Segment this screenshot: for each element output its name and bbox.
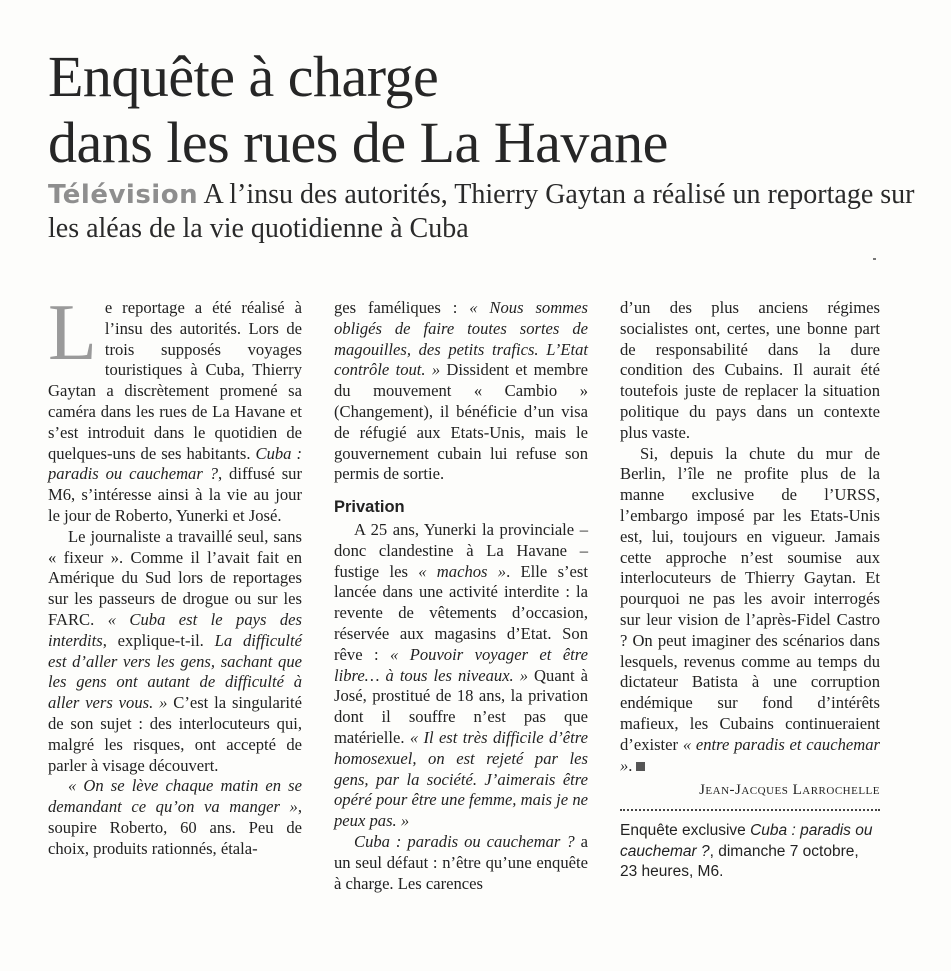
text-run: Si, depuis la chute du mur de Berlin, l’île ne profite plus de la manne exclusive de l’URSS, l’embargo imposé par les Etats-Unis est, lui, toujours en vigueur. Jamais cette approche n’est soumise aux interlocuteurs de Thierry Gaytan. Et pourquoi ne pas les avoir interrogés sur leur vision de l’après-Fidel Castro ? On peut imaginer des scénarios dans lesquels, revenus comme au temps du dictateur Batista à une corruption endémique sur fond d’intérêts mafieux, les Cubains continueraient d’exister [620, 443, 880, 754]
headline-line-2: dans les rues de La Havane [48, 110, 668, 175]
program-info [620, 821, 880, 883]
program-title: Cuba : paradis ou cauchemar ? [48, 443, 302, 484]
text-run: , explique-t-il. [102, 630, 215, 650]
quote: « Nous sommes obligés de faire toutes sortes de magouilles, des petits trafics. L’Etat contrôle tout. » [334, 298, 588, 380]
column-3 [620, 298, 880, 883]
text-run: , diffusé sur M6, s’intéresse ainsi à la vie au jour le jour de Roberto, Yunerki et José. [48, 464, 302, 525]
text-run: a un seul défaut : n’être qu’une enquête à charge. Les carences [334, 831, 588, 893]
section-kicker: Télévision [48, 180, 199, 210]
subhead: Privation [334, 498, 405, 517]
text-run: . Elle s’est lancée dans une activité interdite : la revente de vêtements d’occasion, réservée aux magasins d’Etat. Son rêve : [334, 561, 588, 664]
paragraph: d’un des plus anciens régimes socialistes ont, certes, une bonne part de responsabilité dans la dure condition des Cubains. Il aurait été toutefois juste de replacer la situation politique du pays dans un contexte plus vaste. [620, 298, 880, 442]
paragraph [48, 776, 302, 859]
headline-line-1: Enquête à charge [48, 44, 439, 109]
quote: La difficulté est d’aller vers les gens, sachant que les gens ont autant de difficulté à aller vers vous. » [48, 630, 302, 713]
text-run: , soupire Roberto, 60 ans. Peu de choix, produits rationnés, étala- [48, 797, 302, 858]
text-run: . [628, 755, 633, 775]
text-run: Enquête exclusive [620, 822, 751, 840]
text-run: Le journaliste a travaillé seul, sans « fixeur ». Comme il l’avait fait en Amérique du Sud lors de reportages sur les passeurs de drogue ou sur les FARC. [48, 526, 302, 629]
paragraph [620, 444, 880, 777]
divider [620, 809, 880, 811]
program-title: Cuba : paradis ou cauchemar ? [620, 822, 873, 860]
paragraph [334, 520, 588, 832]
text-run: , dimanche 7 octobre, 23 heures, M6. [620, 842, 859, 881]
text-run: e reportage a été réalisé à l’insu des autorités. Lors de trois supposés voyages touristiques à Cuba, Thierry Gaytan a discrètement promené sa caméra dans les rues de La Havane et s’est introduit dans le quotidien de quelques-uns de ses habitants. [48, 298, 302, 463]
quote: « Il est très difficile d’être homosexuel, on est rejeté par les gens, par la société. J’aimerais être opéré pour être une femme, mais je ne peux pas. » [334, 727, 588, 831]
byline: Jean-Jacques Larrochelle [699, 782, 880, 799]
text-run: ges faméliques : [334, 298, 470, 317]
quote: « Pouvoir voyager et être libre… à tous les niveaux. » [334, 644, 589, 685]
column-1 [48, 289, 303, 860]
program-title: Cuba : paradis ou cauchemar ? [354, 831, 575, 851]
paragraph [334, 298, 588, 485]
quote: « machos » [418, 561, 507, 581]
paragraph [334, 832, 588, 894]
quote: « Cuba est le pays des interdits [48, 609, 302, 650]
quote: « entre paradis et cauchemar » [620, 734, 880, 775]
headline [48, 44, 928, 176]
drop-cap: L [48, 289, 97, 377]
text-run: C’est la singularité de son sujet : des interlocuteurs qui, malgré les risques, ont accepté de parler à visage découvert. [48, 693, 303, 775]
text-run: Quant à José, prostitué de 18 ans, la privation dont il souffre n’est pas que matérielle. [334, 665, 588, 747]
end-mark-icon [636, 762, 645, 771]
column-2 [334, 298, 588, 894]
decorative-tick [873, 258, 876, 260]
deck [48, 178, 928, 245]
text-run: A 25 ans, Yunerki la provinciale – donc clandestine à La Havane – fustige les [334, 519, 588, 581]
deck-text: A l’insu des autorités, Thierry Gaytan a réalisé un reportage sur les aléas de la vie quotidienne à Cuba [48, 179, 915, 244]
quote: « On se lève chaque matin en se demandant ce qu’on va manger » [48, 776, 302, 817]
text-run: Dissident et membre du mouvement « Cambio » (Changement), il bénéficie d’un visa de réfugié aux Etats-Unis, mais le gouvernement cubain lui refuse son permis de sortie. [334, 360, 588, 484]
paragraph [48, 527, 302, 777]
